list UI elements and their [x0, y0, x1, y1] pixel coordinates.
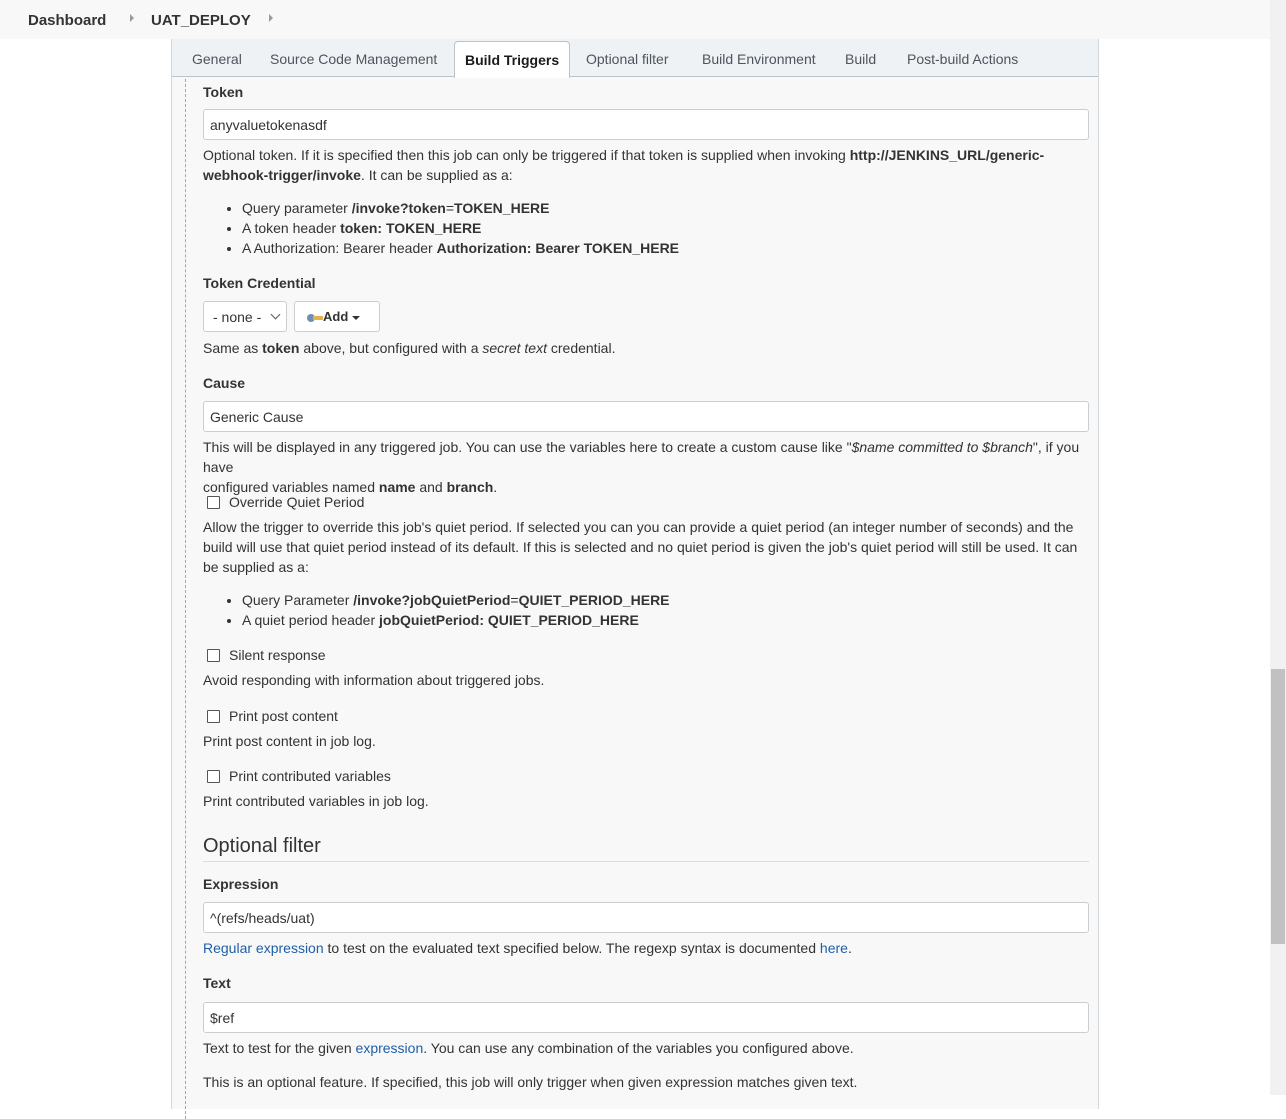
token-help-text-end: . It can be supplied as a: — [360, 167, 513, 183]
cause-help: This will be displayed in any triggered job. You can use the variables here to create a custom cause like "$name committed to $branch", if you have configured variables named name and branch. — [203, 439, 1080, 495]
add-credential-label: Add — [323, 309, 349, 324]
override-quiet-period-checkbox[interactable] — [207, 496, 220, 509]
optional-filter-footer: This is an optional feature. If specified, this job will only trigger when given expression matches given text. — [203, 1074, 858, 1090]
expression-input[interactable] — [203, 902, 1089, 933]
tab-bar — [172, 39, 1098, 77]
list-item: • Query parameter /invoke?token=TOKEN_HERE — [242, 198, 1083, 218]
section-guide-line — [185, 79, 186, 1119]
cause-input[interactable] — [203, 401, 1089, 432]
print-contributed-variables-help: Print contributed variables in job log. — [203, 793, 429, 809]
print-contributed-variables-checkbox[interactable] — [207, 770, 220, 783]
key-icon — [307, 313, 323, 323]
token-label: Token — [203, 84, 244, 100]
token-help-text: Optional token. If it is specified then this job can only be triggered if that token is supplied when invoking — [203, 147, 850, 163]
override-quiet-period-help: Allow the trigger to override this job's quiet period. If selected you can you can provide a quiet period (an integer number of seconds) and the build will use that quiet period instead of its default. If this is selected and no quiet period is given the job's quiet period will still be used. It can be supplied as a: — [203, 519, 1078, 575]
tab-build-triggers[interactable]: Build Triggers — [454, 41, 570, 78]
text-help: Text to test for the given expression. You can use any combination of the variables you configured above. — [203, 1040, 854, 1056]
token-help-url: http://JENKINS_URL/generic- — [849, 147, 1045, 163]
tab-general[interactable]: General — [192, 51, 242, 67]
text-input[interactable] — [203, 1002, 1089, 1033]
tab-post-build-actions[interactable]: Post-build Actions — [907, 51, 1019, 67]
tab-source-code-management[interactable]: Source Code Management — [270, 51, 438, 67]
scrollbar-thumb[interactable] — [1271, 669, 1285, 944]
silent-response-checkbox[interactable] — [207, 649, 220, 662]
optional-filter-title: Optional filter — [203, 835, 321, 857]
list-item: • Query Parameter /invoke?jobQuietPeriod=QUIET_PERIOD_HERE — [242, 590, 1083, 610]
silent-response-label[interactable]: Silent response — [229, 647, 326, 663]
caret-down-icon — [352, 316, 360, 320]
list-item: • A Authorization: Bearer header Authorization: Bearer TOKEN_HERE — [242, 238, 1083, 258]
tab-optional-filter[interactable]: Optional filter — [586, 51, 669, 67]
section-divider — [203, 861, 1089, 862]
cause-label: Cause — [203, 375, 246, 391]
regexp-syntax-link[interactable]: here — [819, 940, 848, 956]
list-item: • A quiet period header jobQuietPeriod: QUIET_PERIOD_HERE — [242, 610, 1083, 630]
token-credential-label: Token Credential — [203, 275, 316, 291]
token-help — [203, 145, 1093, 185]
print-post-content-label[interactable]: Print post content — [229, 708, 338, 724]
token-credential-help: Same as token above, but configured with a secret text credential. — [203, 340, 616, 356]
token-input[interactable] — [203, 109, 1089, 140]
add-credential-button[interactable] — [294, 301, 380, 332]
chevron-down-icon — [271, 310, 281, 320]
breadcrumb-dashboard[interactable]: Dashboard — [28, 12, 107, 29]
list-item: • A token header token: TOKEN_HERE — [242, 218, 1083, 238]
tab-build[interactable]: Build — [845, 51, 877, 67]
token-usage-list — [203, 198, 1083, 258]
expression-link[interactable]: expression — [355, 1040, 424, 1056]
text-label: Text — [203, 975, 231, 991]
chevron-right-icon[interactable] — [130, 14, 134, 22]
silent-response-help: Avoid responding with information about triggered jobs. — [203, 672, 545, 688]
credential-select[interactable] — [203, 301, 287, 332]
chevron-right-icon[interactable] — [269, 14, 273, 22]
breadcrumb-bar — [0, 0, 1270, 39]
breadcrumb-job[interactable]: UAT_DEPLOY — [151, 12, 251, 29]
credential-select-value: - none - — [213, 309, 262, 325]
quiet-period-usage-list — [203, 590, 1083, 630]
regular-expression-link[interactable]: Regular expression — [203, 940, 324, 956]
config-panel — [171, 39, 1099, 1109]
print-post-content-checkbox[interactable] — [207, 710, 220, 723]
tab-build-environment[interactable]: Build Environment — [702, 51, 816, 67]
print-post-content-help: Print post content in job log. — [203, 733, 376, 749]
token-help-url-cont: webhook-trigger/invoke — [203, 167, 361, 183]
override-quiet-period-label[interactable]: Override Quiet Period — [229, 494, 365, 510]
expression-label: Expression — [203, 876, 279, 892]
expression-help: Regular expression to test on the evaluated text specified below. The regexp syntax is documented here. — [203, 940, 852, 956]
print-contributed-variables-label[interactable]: Print contributed variables — [229, 768, 391, 784]
